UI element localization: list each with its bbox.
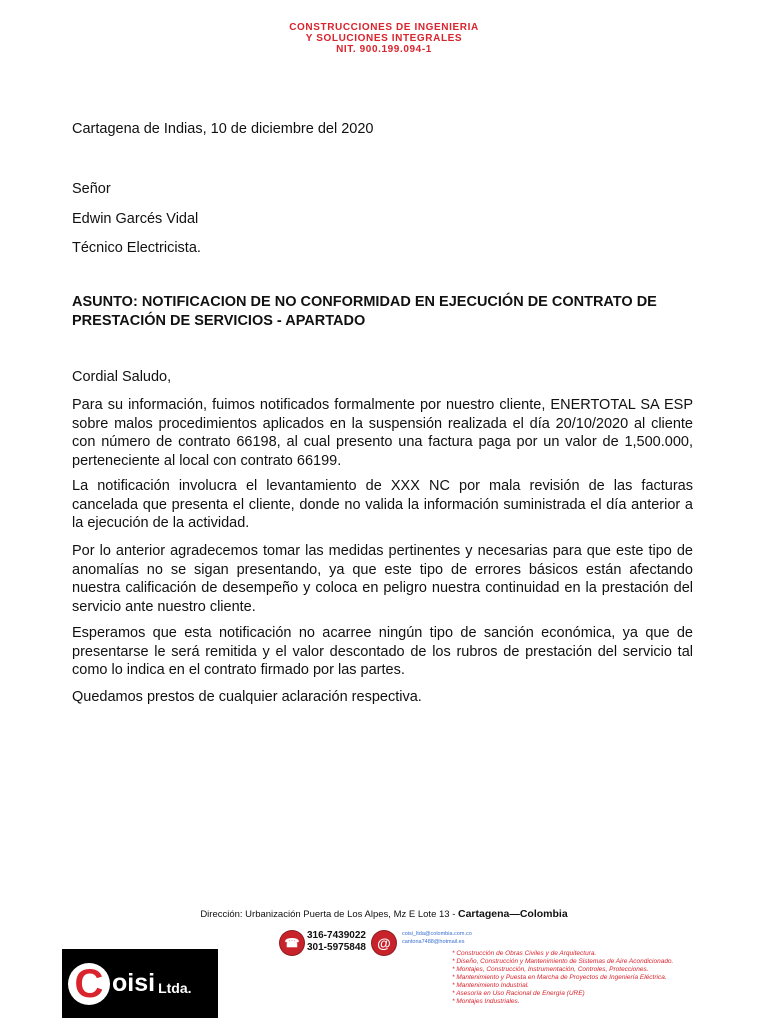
company-nit: NIT. 900.199.094-1 [336, 44, 432, 55]
service-item: * Mantenimiento Industrial. [452, 982, 529, 989]
phone-number-1: 316-7439022 [307, 930, 366, 941]
addressee-role: Técnico Electricista. [72, 240, 201, 256]
company-name-line1: CONSTRUCCIONES DE INGENIERIA [289, 22, 479, 33]
service-item: * Montajes, Construcción, Instrumentación, Controles, Protecciones. [452, 966, 649, 973]
service-item: * Asesoría en Uso Racional de Energía (URE) [452, 990, 585, 997]
body-paragraph-4: Esperamos que esta notificación no acarree ningún tipo de sanción económica, ya que de presentarse le será remitida y el valor descontado de los rubros de prestación del servicio tal como lo indica en el contrato firmado por las partes. [72, 625, 693, 678]
addressee-salutation: Señor [72, 181, 111, 197]
phone-numbers [307, 930, 366, 954]
body-paragraph-2: La notificación involucra el levantamiento de XXX NC por mala revisión de las facturas cancelada que presenta el cliente, donde no valida la información suministrada el día anterior a la ejecución de la actividad. [72, 478, 693, 531]
addressee-name: Edwin Garcés Vidal [72, 211, 199, 227]
body-paragraph-1: Para su información, fuimos notificados formalmente por nuestro cliente, ENERTOTAL SA ESP sobre malos procedimientos aplicados en la suspensión realizada el día 20/10/2020 al cliente con número de contrato 66198, al cual presento una factura paga por un valor de 1,500.000, perteneciente al local con contrato 66199. [72, 397, 693, 469]
body-paragraph-5: Quedamos prestos de cualquier aclaración respectiva. [72, 689, 422, 705]
company-logo [62, 949, 218, 1018]
letter-date: Cartagena de Indias, 10 de diciembre del 2020 [72, 121, 374, 137]
service-item: * Montajes Industriales. [452, 998, 520, 1005]
service-item: * Construcción de Obras Civiles y de Arquitectura. [452, 950, 597, 957]
service-item: * Diseño, Construcción y Mantenimiento de Sistemas de Aire Acondicionado. [452, 958, 674, 965]
footer-city: Cartagena—Colombia [458, 908, 568, 920]
company-name-line2: Y SOLUCIONES INTEGRALES [305, 33, 463, 44]
footer-address-text: Dirección: Urbanización Puerta de Los Alpes, Mz E Lote 13 - [200, 909, 458, 920]
phone-icon: ☎ [280, 931, 304, 955]
phone-number-2: 301-5975848 [307, 942, 366, 953]
email-link-1[interactable]: coisi_ltda@colombia.com.co [402, 931, 472, 937]
logo-text: oisi [112, 969, 156, 997]
service-item: * Mantenimiento y Puesta en Marcha de Proyectos de Ingeniería Eléctrica. [452, 974, 667, 981]
email-link-2[interactable]: cantona7488@hotmail.es [402, 939, 465, 945]
body-paragraph-3: Por lo anterior agradecemos tomar las medidas pertinentes y necesarias para que este tipo de anomalías no se sigan presentando, ya que este tipo de errores básicos están afectando nuestra calificación de desempeño y coloca en peligro nuestra continuidad en la prestación del servicio ante nuestro cliente. [72, 543, 693, 615]
email-icon: @ [372, 931, 396, 955]
letter-greeting: Cordial Saludo, [72, 369, 172, 385]
services-list [452, 950, 752, 1006]
logo-suffix: Ltda. [158, 979, 192, 996]
footer-address [0, 908, 768, 920]
company-header [0, 22, 768, 55]
email-addresses [402, 930, 472, 946]
logo-letter: C [68, 963, 110, 1005]
letter-subject: ASUNTO: NOTIFICACION DE NO CONFORMIDAD EN EJECUCIÓN DE CONTRATO DE PRESTACIÓN DE SERVICIOS - APARTADO [72, 294, 657, 329]
